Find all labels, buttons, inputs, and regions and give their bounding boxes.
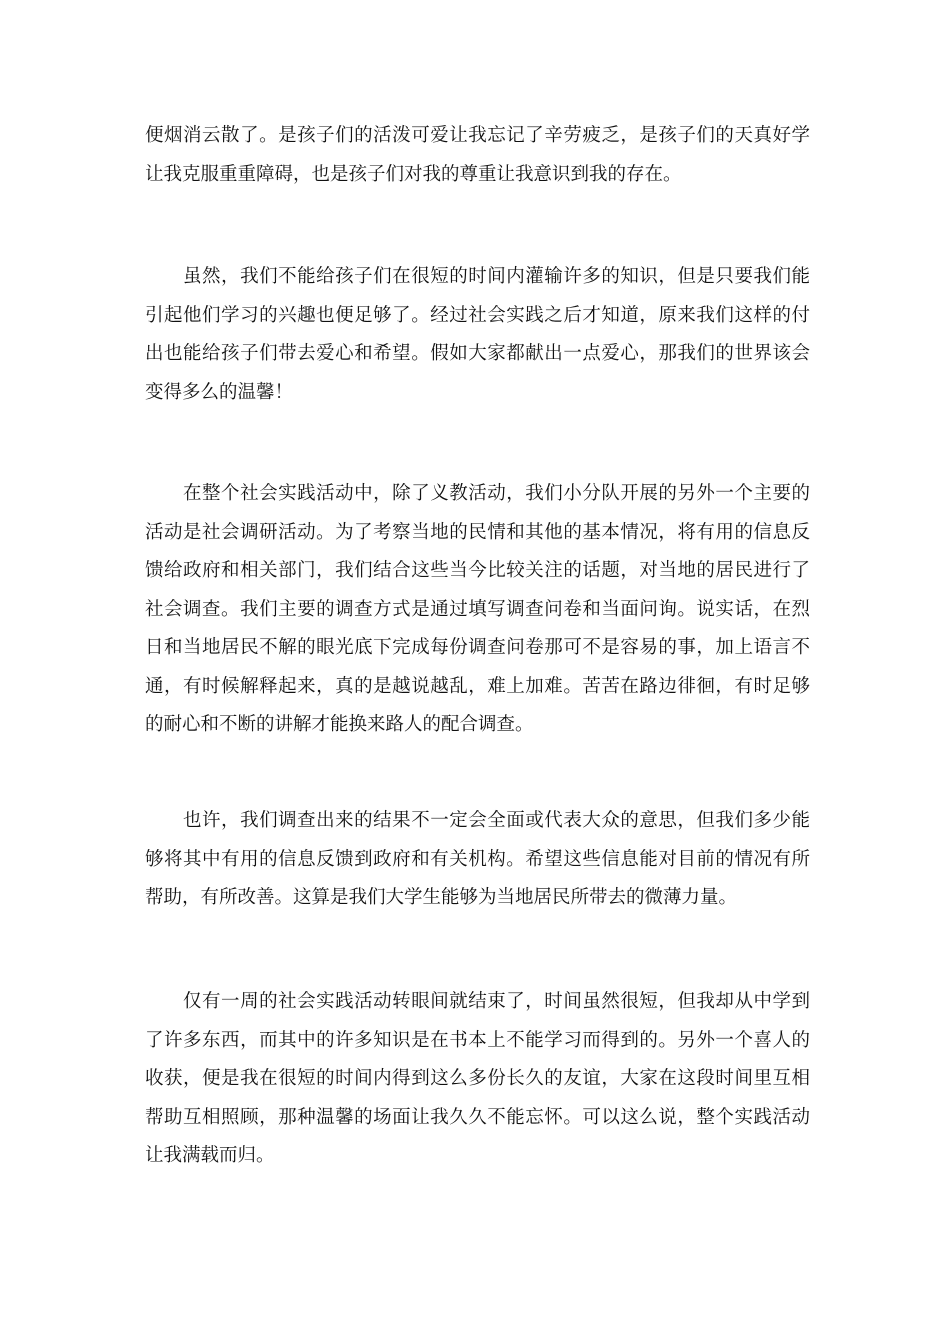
- paragraph-1: 便烟消云散了。是孩子们的活泼可爱让我忘记了辛劳疲乏，是孩子们的天真好学让我克服重重障碍，也是孩子们对我的尊重让我意识到我的存在。: [145, 125, 810, 185]
- paragraph-5: 仅有一周的社会实践活动转眼间就结束了，时间虽然很短，但我却从中学到了许多东西，而其中的许多知识是在书本上不能学习而得到的。另外一个喜人的收获，便是我在很短的时间内得到这么多份长久的友谊，大家在这段时间里互相帮助互相照顾，那种温馨的场面让我久久不能忘怀。可以这么说，整个实践活动让我满载而归。: [145, 991, 810, 1166]
- paragraph-2: 虽然，我们不能给孩子们在很短的时间内灌输许多的知识，但是只要我们能引起他们学习的兴趣也便足够了。经过社会实践之后才知道，原来我们这样的付出也能给孩子们带去爱心和希望。假如大家都献出一点爱心，那我们的世界该会变得多么的温馨！: [145, 266, 810, 403]
- paragraph-4: 也许，我们调查出来的结果不一定会全面或代表大众的意思，但我们多少能够将其中有用的信息反馈到政府和有关机构。希望这些信息能对目前的情况有所帮助，有所改善。这算是我们大学生能够为当地居民所带去的微薄力量。: [145, 810, 810, 908]
- paragraph-3: 在整个社会实践活动中，除了义教活动，我们小分队开展的另外一个主要的活动是社会调研活动。为了考察当地的民情和其他的基本情况，将有用的信息反馈给政府和相关部门，我们结合这些当今比较关注的话题，对当地的居民进行了社会调查。我们主要的调查方式是通过填写调查问卷和当面问询。说实话，在烈日和当地居民不解的眼光底下完成每份调查问卷那可不是容易的事，加上语言不通，有时候解释起来，真的是越说越乱，难上加难。苦苦在路边徘徊，有时足够的耐心和不断的讲解才能换来路人的配合调查。: [145, 483, 810, 735]
